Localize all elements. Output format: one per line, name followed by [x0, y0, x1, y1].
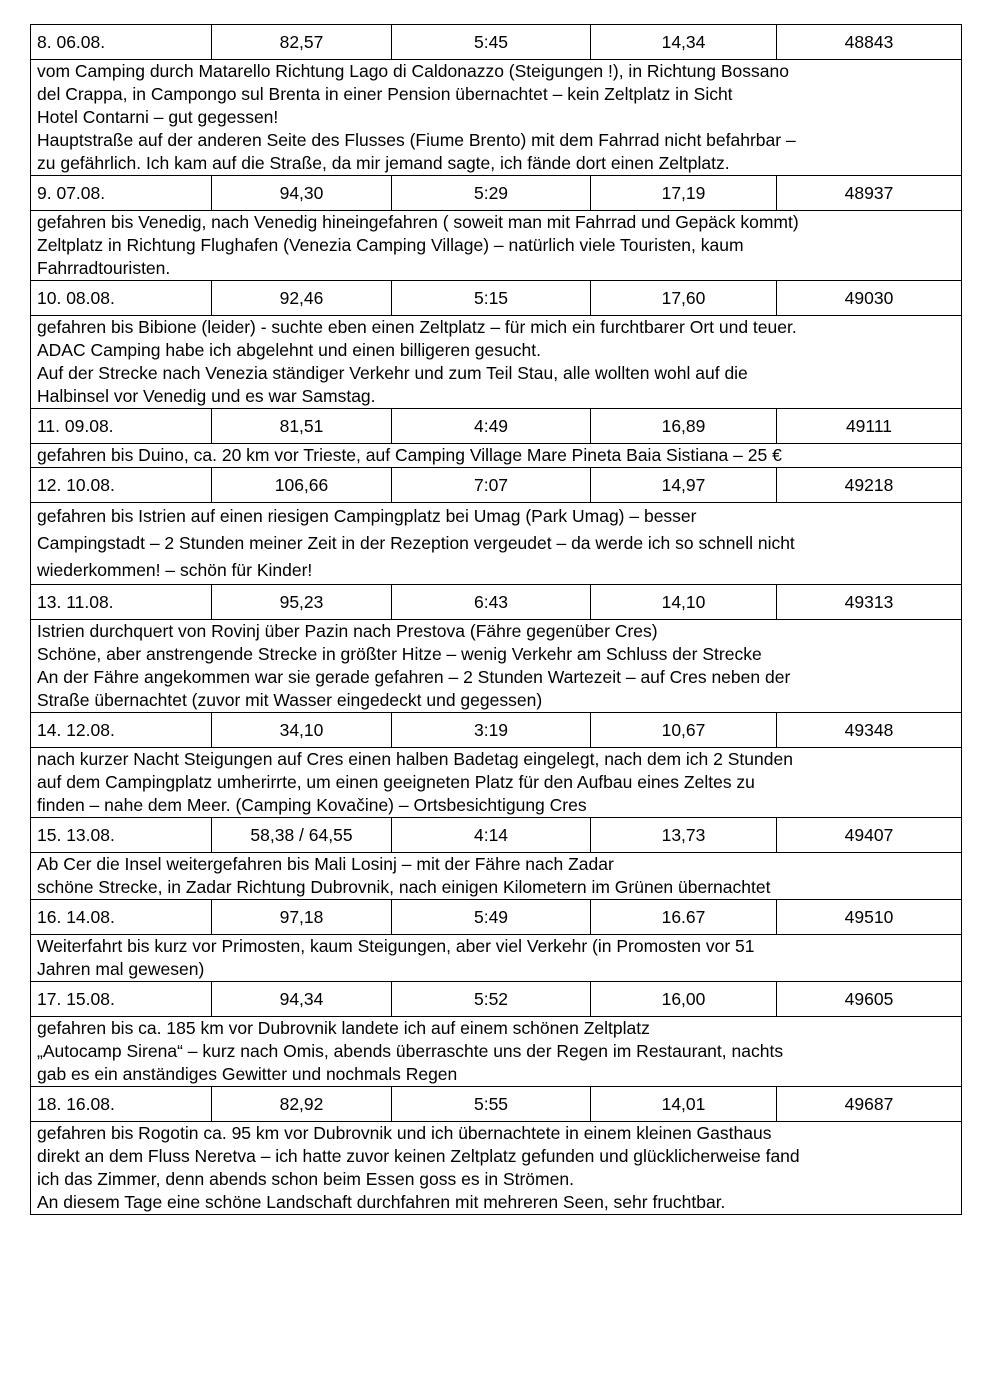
day-date-cell: 17. 15.08. — [31, 982, 212, 1017]
note-line: Jahren mal gewesen) — [37, 959, 205, 979]
note-line: gefahren bis Istrien auf einen riesigen Campingplatz bei Umag (Park Umag) – besser — [37, 506, 697, 526]
day-date-cell: 13. 11.08. — [31, 585, 212, 620]
notes-cell — [31, 60, 962, 176]
total-km-cell: 49687 — [777, 1087, 962, 1122]
note-line: Zeltplatz in Richtung Flughafen (Venezia Camping Village) – natürlich viele Touristen, kaum — [37, 235, 744, 255]
note-line: Istrien durchquert von Rovinj über Pazin nach Prestova (Fähre gegenüber Cres) — [37, 621, 658, 641]
ride-time-cell: 5:29 — [392, 176, 591, 211]
notes-row — [31, 620, 962, 713]
ride-time-cell: 7:07 — [392, 468, 591, 503]
note-line: Ab Cer die Insel weitergefahren bis Mali Losinj – mit der Fähre nach Zadar — [37, 854, 614, 874]
day-date-cell: 16. 14.08. — [31, 900, 212, 935]
note-line: schöne Strecke, in Zadar Richtung Dubrovnik, nach einigen Kilometern im Grünen übernachtet — [37, 877, 771, 897]
ride-time-cell: 6:43 — [392, 585, 591, 620]
stats-row — [31, 281, 962, 316]
day-date-cell: 18. 16.08. — [31, 1087, 212, 1122]
stats-row — [31, 468, 962, 503]
travel-log-body — [31, 25, 962, 1215]
total-km-cell: 48843 — [777, 25, 962, 60]
total-km-cell: 49407 — [777, 818, 962, 853]
note-line: direkt an dem Fluss Neretva – ich hatte zuvor keinen Zeltplatz gefunden und glücklicherweise fand — [37, 1146, 800, 1166]
note-line: An diesem Tage eine schöne Landschaft durchfahren mit mehreren Seen, sehr fruchtbar. — [37, 1192, 726, 1212]
note-line: gefahren bis Rogotin ca. 95 km vor Dubrovnik und ich übernachtete in einem kleinen Gasthaus — [37, 1123, 772, 1143]
note-line: zu gefährlich. Ich kam auf die Straße, da mir jemand sagte, ich fände dort einen Zeltplatz. — [37, 153, 730, 173]
notes-cell — [31, 935, 962, 982]
avg-speed-cell: 16,89 — [591, 409, 777, 444]
notes-row — [31, 748, 962, 818]
ride-time-cell: 4:14 — [392, 818, 591, 853]
notes-row — [31, 935, 962, 982]
avg-speed-cell: 13,73 — [591, 818, 777, 853]
note-line: Schöne, aber anstrengende Strecke in größter Hitze – wenig Verkehr am Schluss der Strecke — [37, 644, 762, 664]
note-line: gefahren bis Venedig, nach Venedig hineingefahren ( soweit man mit Fahrrad und Gepäck kommt) — [37, 212, 799, 232]
day-date-cell: 8. 06.08. — [31, 25, 212, 60]
notes-cell — [31, 503, 962, 585]
day-date-cell: 10. 08.08. — [31, 281, 212, 316]
avg-speed-cell: 17,60 — [591, 281, 777, 316]
distance-km-cell: 34,10 — [212, 713, 392, 748]
total-km-cell: 49605 — [777, 982, 962, 1017]
ride-time-cell: 5:15 — [392, 281, 591, 316]
note-line: An der Fähre angekommen war sie gerade gefahren – 2 Stunden Wartezeit – auf Cres neben der — [37, 667, 791, 687]
notes-row — [31, 853, 962, 900]
note-line: gefahren bis Duino, ca. 20 km vor Trieste, auf Camping Village Mare Pineta Baia Sistiana – 25 € — [37, 445, 782, 465]
notes-row — [31, 1122, 962, 1215]
note-line: gefahren bis Bibione (leider) - suchte eben einen Zeltplatz – für mich ein furchtbarer Ort und teuer. — [37, 317, 797, 337]
notes-cell — [31, 316, 962, 409]
avg-speed-cell: 16,00 — [591, 982, 777, 1017]
note-line: gefahren bis ca. 185 km vor Dubrovnik landete ich auf einem schönen Zeltplatz — [37, 1018, 650, 1038]
avg-speed-cell: 14,10 — [591, 585, 777, 620]
travel-log-table — [30, 24, 962, 1215]
notes-cell — [31, 1017, 962, 1087]
day-date-cell: 14. 12.08. — [31, 713, 212, 748]
note-line: Hotel Contarni – gut gegessen! — [37, 107, 279, 127]
avg-speed-cell: 14,97 — [591, 468, 777, 503]
total-km-cell: 48937 — [777, 176, 962, 211]
distance-km-cell: 82,57 — [212, 25, 392, 60]
avg-speed-cell: 16.67 — [591, 900, 777, 935]
note-line: gab es ein anständiges Gewitter und nochmals Regen — [37, 1064, 458, 1084]
total-km-cell: 49030 — [777, 281, 962, 316]
note-line: vom Camping durch Matarello Richtung Lago di Caldonazzo (Steigungen !), in Richtung Bossano — [37, 61, 789, 81]
note-line: „Autocamp Sirena“ – kurz nach Omis, abends überraschte uns der Regen im Restaurant, nachts — [37, 1041, 784, 1061]
distance-km-cell: 95,23 — [212, 585, 392, 620]
travel-log-page — [30, 24, 961, 1215]
total-km-cell: 49348 — [777, 713, 962, 748]
avg-speed-cell: 14,34 — [591, 25, 777, 60]
distance-km-cell: 97,18 — [212, 900, 392, 935]
distance-km-cell: 94,34 — [212, 982, 392, 1017]
stats-row — [31, 982, 962, 1017]
notes-cell — [31, 620, 962, 713]
day-date-cell: 15. 13.08. — [31, 818, 212, 853]
stats-row — [31, 176, 962, 211]
notes-cell — [31, 1122, 962, 1215]
stats-row — [31, 25, 962, 60]
distance-km-cell: 81,51 — [212, 409, 392, 444]
note-line: del Crappa, in Campongo sul Brenta in einer Pension übernachtet – kein Zeltplatz in Sicht — [37, 84, 733, 104]
notes-cell — [31, 444, 962, 468]
notes-cell — [31, 853, 962, 900]
note-line: Fahrradtouristen. — [37, 258, 171, 278]
avg-speed-cell: 14,01 — [591, 1087, 777, 1122]
note-line: Auf der Strecke nach Venezia ständiger Verkehr und zum Teil Stau, alle wollten wohl auf die — [37, 363, 748, 383]
stats-row — [31, 900, 962, 935]
note-line: wiederkommen! – schön für Kinder! — [37, 560, 313, 580]
notes-cell — [31, 211, 962, 281]
total-km-cell: 49510 — [777, 900, 962, 935]
total-km-cell: 49313 — [777, 585, 962, 620]
note-line: ich das Zimmer, denn abends schon beim Essen goss es in Strömen. — [37, 1169, 574, 1189]
avg-speed-cell: 10,67 — [591, 713, 777, 748]
note-line: auf dem Campingplatz umherirrte, um einen geeigneten Platz für den Aufbau eines Zeltes zu — [37, 772, 755, 792]
distance-km-cell: 82,92 — [212, 1087, 392, 1122]
distance-km-cell: 106,66 — [212, 468, 392, 503]
notes-row — [31, 211, 962, 281]
ride-time-cell: 5:49 — [392, 900, 591, 935]
stats-row — [31, 409, 962, 444]
note-line: Hauptstraße auf der anderen Seite des Flusses (Fiume Brento) mit dem Fahrrad nicht befahrbar – — [37, 130, 796, 150]
stats-row — [31, 713, 962, 748]
ride-time-cell: 4:49 — [392, 409, 591, 444]
stats-row — [31, 585, 962, 620]
stats-row — [31, 1087, 962, 1122]
ride-time-cell: 3:19 — [392, 713, 591, 748]
note-line: finden – nahe dem Meer. (Camping Kovačine) – Ortsbesichtigung Cres — [37, 795, 587, 815]
ride-time-cell: 5:45 — [392, 25, 591, 60]
note-line: Campingstadt – 2 Stunden meiner Zeit in der Rezeption vergeudet – da werde ich so schnell nicht — [37, 533, 795, 553]
notes-row — [31, 60, 962, 176]
avg-speed-cell: 17,19 — [591, 176, 777, 211]
notes-cell — [31, 748, 962, 818]
ride-time-cell: 5:55 — [392, 1087, 591, 1122]
distance-km-cell: 58,38 / 64,55 — [212, 818, 392, 853]
distance-km-cell: 94,30 — [212, 176, 392, 211]
note-line: Straße übernachtet (zuvor mit Wasser eingedeckt und gegessen) — [37, 690, 543, 710]
day-date-cell: 9. 07.08. — [31, 176, 212, 211]
stats-row — [31, 818, 962, 853]
notes-row — [31, 316, 962, 409]
ride-time-cell: 5:52 — [392, 982, 591, 1017]
distance-km-cell: 92,46 — [212, 281, 392, 316]
notes-row — [31, 1017, 962, 1087]
day-date-cell: 12. 10.08. — [31, 468, 212, 503]
notes-row — [31, 444, 962, 468]
note-line: Halbinsel vor Venedig und es war Samstag. — [37, 386, 376, 406]
note-line: ADAC Camping habe ich abgelehnt und einen billigeren gesucht. — [37, 340, 541, 360]
notes-row — [31, 503, 962, 585]
note-line: Weiterfahrt bis kurz vor Primosten, kaum Steigungen, aber viel Verkehr (in Promosten vor 51 — [37, 936, 755, 956]
note-line: nach kurzer Nacht Steigungen auf Cres einen halben Badetag eingelegt, nach dem ich 2 Stunden — [37, 749, 793, 769]
total-km-cell: 49218 — [777, 468, 962, 503]
day-date-cell: 11. 09.08. — [31, 409, 212, 444]
total-km-cell: 49111 — [777, 409, 962, 444]
